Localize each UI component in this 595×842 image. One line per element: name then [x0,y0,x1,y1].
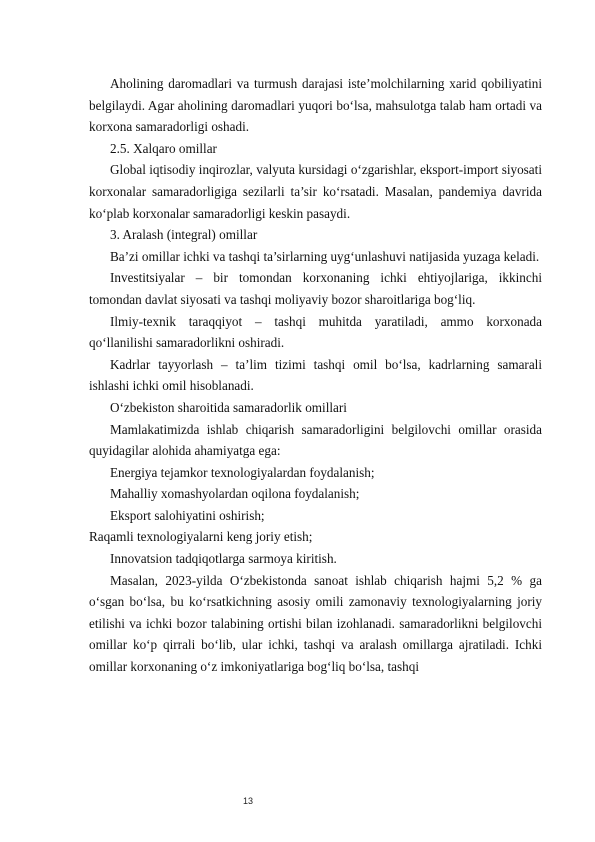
paragraph-global-crises: Global iqtisodiy inqirozlar, valyuta kursidagi o‘zgarishlar, eksport-import siyosati korxonalar samaradorligiga sezilarli ta’sir ko‘rsatadi. Masalan, pandemiya davrida ko‘plab korxonalar samaradorligi keskin pasaydi. [89,162,542,221]
list-item-energy: Energiya tejamkor texnologiyalardan foydalanish; [110,464,375,480]
paragraph-income: Aholining daromadlari va turmush darajasi iste’molchilarning xarid qobiliyatini belgilaydi. Agar aholining daromadlari yuqori bo‘lsa, mahsulotga talab ham ortadi va korxona samaradorligi oshadi. [89,76,542,135]
page-body [89,73,542,678]
paragraph-some-factors: Ba’zi omillar ichki va tashqi ta’sirlarning uyg‘unlashuvi natijasida yuzaga keladi. [110,248,540,264]
list-item-digital: Raqamli texnologiyalarni keng joriy etish; [89,529,313,545]
heading-international-factors: 2.5. Xalqaro omillar [110,140,217,156]
paragraph-investments: Investitsiyalar – bir tomondan korxonaning ichki ehtiyojlariga, ikkinchi tomondan davlat siyosati va tashqi moliyaviy bozor sharoitlariga bog‘liq. [89,270,542,307]
heading-mixed-factors: 3. Aralash (integral) omillar [110,227,258,243]
heading-uzbekistan-factors: O‘zbekiston sharoitida samaradorlik omillari [110,399,347,415]
paragraph-scientific-progress: Ilmiy-texnik taraqqiyot – tashqi muhitda yaratiladi, ammo korxonada qo‘llanilishi samaradorlikni oshiradi. [89,313,542,351]
paragraph-staff-training: Kadrlar tayyorlash – ta’lim tizimi tashqi omil bo‘lsa, kadrlarning samarali ishlashi ichki omil hisoblanadi. [89,356,542,394]
paragraph-example-2023: Masalan, 2023-yilda O‘zbekistonda sanoat ishlab chiqarish hajmi 5,2 % ga o‘sgan bo‘lsa, bu ko‘rsatkichning asosiy omili zamonaviy texnologiyalarning joriy etilishi va ichki bozor talabining ortishi bilan izohlanadi. samaradorlikni belgilovchi omillar ko‘p qirrali bo‘lib, ular ichki, tashqi va aralash omillarga ajratiladi. Ichki omillar korxonaning o‘z imkoniyatlariga bog‘liq bo‘lsa, tashqi [89,572,542,675]
list-item-innovation: Innovatsion tadqiqotlarga sarmoya kiritish. [110,551,337,567]
list-item-export: Eksport salohiyatini oshirish; [110,507,265,523]
paragraph-country-factors: Mamlakatimizda ishlab chiqarish samaradorligini belgilovchi omillar orasida quyidagilar alohida ahamiyatga ega: [89,421,542,459]
page-number: 13 [243,796,254,806]
list-item-raw-materials: Mahalliy xomashyolardan oqilona foydalanish; [110,486,360,502]
